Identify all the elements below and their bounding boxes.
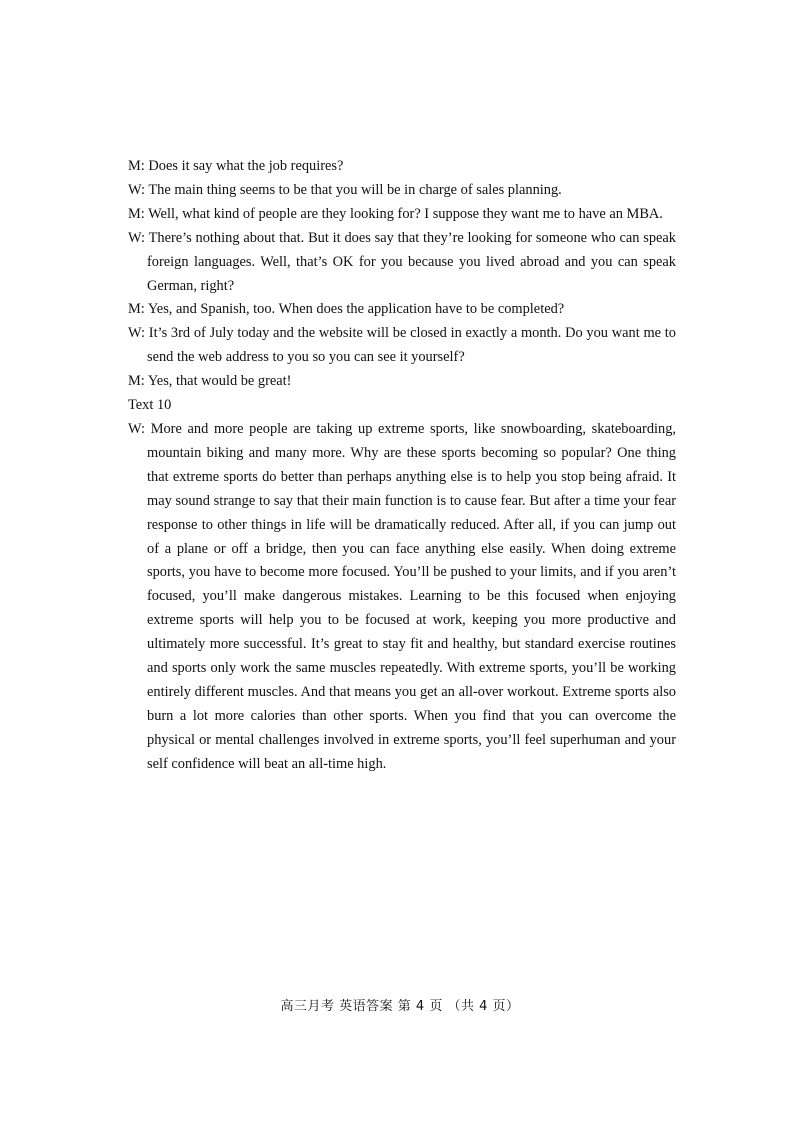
section-heading-text10: Text 10 <box>128 397 172 414</box>
dialogue-line: W: There’s nothing about that. But it does say that they’re looking for someone who can speak foreign languages. Well, that’s OK for you because you lived abroad and you can speak German, right? <box>128 229 676 294</box>
dialogue-line: W: The main thing seems to be that you will be in charge of sales planning. <box>128 181 562 198</box>
page-footer: 高三月考 英语答案 第 4 页 （共 4 页） <box>280 999 520 1014</box>
dialogue-line: M: Yes, that would be great! <box>128 373 292 390</box>
dialogue-line: M: Yes, and Spanish, too. When does the application have to be completed? <box>128 301 565 318</box>
dialogue-line: M: Does it say what the job requires? <box>128 158 344 174</box>
transcript-content <box>128 155 676 777</box>
monologue-paragraph: W: More and more people are taking up extreme sports, like snowboarding, skateboarding, mountain biking and many more. Why are these sports becoming so popular? One thing that extreme sports do better than perhaps anything else is to help you stop being afraid. It may sound strange to say that their main function is to cause fear. But after a time your fear response to other things in life will be dramatically reduced. After all, if you can jump out of a plane or off a bridge, then you can face anything else easily. When doing extreme sports, you have to become more focused. You’ll be pushed to your limits, and if you aren’t focused, you’ll make dangerous mistakes. Learning to be this focused when enjoying extreme sports will help you to be focused at work, keeping you more productive and ultimately more successful. It’s great to stay fit and healthy, but standard exercise routines and sports only work the same muscles repeatedly. With extreme sports, you’ll be working entirely different muscles. And that means you get an all-over workout. Extreme sports also burn a lot more calories than other sports. When you find that you can overcome the physical or mental challenges involved in extreme sports, you’ll feel superhuman and your self confidence will beat an all-time high. <box>128 420 676 772</box>
dialogue-line: M: Well, what kind of people are they looking for? I suppose they want me to have an MBA. <box>128 205 663 222</box>
dialogue-line: W: It’s 3rd of July today and the website will be closed in exactly a month. Do you want me to send the web address to you so you can see it yourself? <box>128 325 676 366</box>
